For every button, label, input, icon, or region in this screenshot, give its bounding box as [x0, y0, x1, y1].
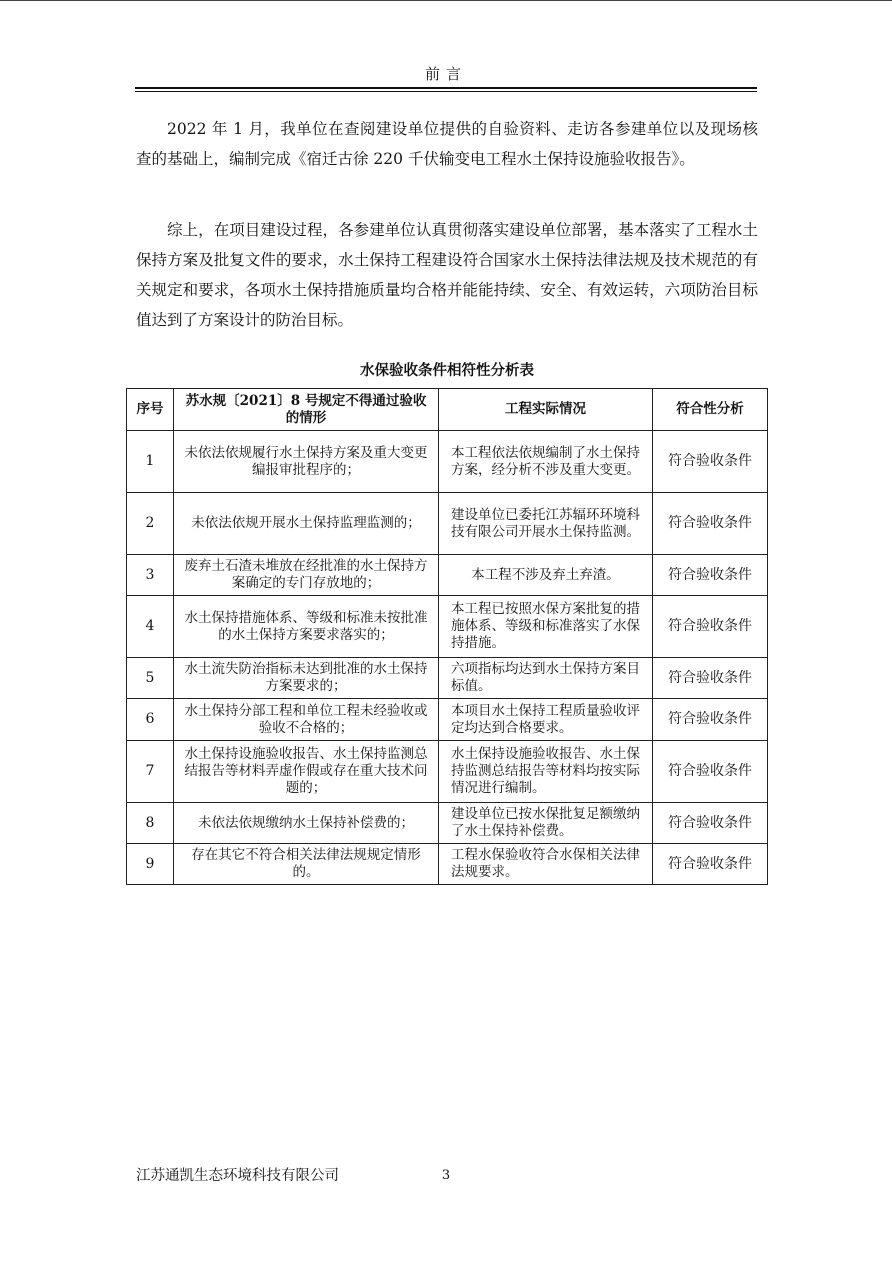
row-no: 2	[127, 493, 174, 555]
table-row	[127, 596, 768, 658]
row-actual: 本项目水土保持工程质量验收评定均达到合格要求。	[439, 699, 653, 741]
row-no: 1	[127, 431, 174, 493]
row-result: 符合验收条件	[653, 741, 768, 803]
row-result: 符合验收条件	[653, 493, 768, 555]
row-no: 4	[127, 596, 174, 658]
row-condition: 未依法依规开展水土保持监理监测的；	[174, 493, 439, 555]
table-row	[127, 658, 768, 699]
header-actual: 工程实际情况	[439, 389, 653, 431]
table-row	[127, 803, 768, 844]
row-result: 符合验收条件	[653, 555, 768, 596]
paragraph-summary: 综上，在项目建设过程，各参建单位认真贯彻落实建设单位部署，基本落实了工程水土保持方案及批复文件的要求，水土保持工程建设符合国家水土保持法律法规及技术规范的有关规定和要求，各项水土保持措施质量均合格并能能持续、安全、有效运转，六项防治目标值达到了方案设计的防治目标。	[136, 221, 758, 329]
row-condition: 未依法依规履行水土保持方案及重大变更编报审批程序的；	[174, 431, 439, 493]
row-result: 符合验收条件	[653, 803, 768, 844]
row-actual: 本工程依法依规编制了水土保持方案，经分析不涉及重大变更。	[439, 431, 653, 493]
row-actual: 建设单位已委托江苏辐环环境科技有限公司开展水土保持监测。	[439, 493, 653, 555]
header-no: 序号	[127, 389, 174, 431]
table-row	[127, 431, 768, 493]
table-row	[127, 844, 768, 885]
row-condition: 水土流失防治指标未达到批准的水土保持方案要求的；	[174, 658, 439, 699]
row-actual: 水土保持设施验收报告、水土保持监测总结报告等材料均按实际情况进行编制。	[439, 741, 653, 803]
row-condition: 存在其它不符合相关法律法规规定情形的。	[174, 844, 439, 885]
paragraph-intro: 2022 年 1 月，我单位在查阅建设单位提供的自验资料、走访各参建单位以及现场核查的基础上，编制完成《宿迁古徐 220 千伏输变电工程水土保持设施验收报告》。	[136, 120, 758, 168]
page-header-title: 前言	[424, 65, 467, 83]
row-result: 符合验收条件	[653, 699, 768, 741]
table-row	[127, 555, 768, 596]
page-top-border	[0, 0, 892, 1]
row-condition: 水土保持分部工程和单位工程未经验收或验收不合格的；	[174, 699, 439, 741]
row-result: 符合验收条件	[653, 658, 768, 699]
row-actual: 本工程已按照水保方案批复的措施体系、等级和标准落实了水保持措施。	[439, 596, 653, 658]
row-no: 5	[127, 658, 174, 699]
row-result: 符合验收条件	[653, 844, 768, 885]
row-condition: 水土保持设施验收报告、水土保持监测总结报告等材料弄虚作假或存在重大技术问题的；	[174, 741, 439, 803]
row-condition: 废弃土石渣未堆放在经批准的水土保持方案确定的专门存放地的；	[174, 555, 439, 596]
row-actual: 建设单位已按水保批复足额缴纳了水土保持补偿费。	[439, 803, 653, 844]
table-header-row	[127, 389, 768, 431]
row-no: 8	[127, 803, 174, 844]
table-title: 水保验收条件相符性分析表	[360, 362, 534, 379]
row-result: 符合验收条件	[653, 596, 768, 658]
header-result: 符合性分析	[653, 389, 768, 431]
footer-page-number: 3	[441, 1168, 451, 1183]
compliance-table	[126, 388, 768, 885]
table-row	[127, 493, 768, 555]
row-actual: 六项指标均达到水土保持方案目标值。	[439, 658, 653, 699]
row-no: 6	[127, 699, 174, 741]
footer-company-name: 江苏通凯生态环境科技有限公司	[136, 1168, 339, 1184]
row-actual: 本工程不涉及弃土弃渣。	[439, 555, 653, 596]
row-no: 7	[127, 741, 174, 803]
row-actual: 工程水保验收符合水保相关法律法规要求。	[439, 844, 653, 885]
table-row	[127, 699, 768, 741]
row-condition: 水土保持措施体系、等级和标准未按批准的水土保持方案要求落实的；	[174, 596, 439, 658]
row-no: 3	[127, 555, 174, 596]
row-no: 9	[127, 844, 174, 885]
header-rule-thick	[135, 87, 757, 89]
row-condition: 未依法依规缴纳水土保持补偿费的；	[174, 803, 439, 844]
header-rule-thin	[135, 91, 757, 92]
row-result: 符合验收条件	[653, 431, 768, 493]
table-row	[127, 741, 768, 803]
header-condition: 苏水规〔2021〕8 号规定不得通过验收的情形	[174, 389, 439, 431]
